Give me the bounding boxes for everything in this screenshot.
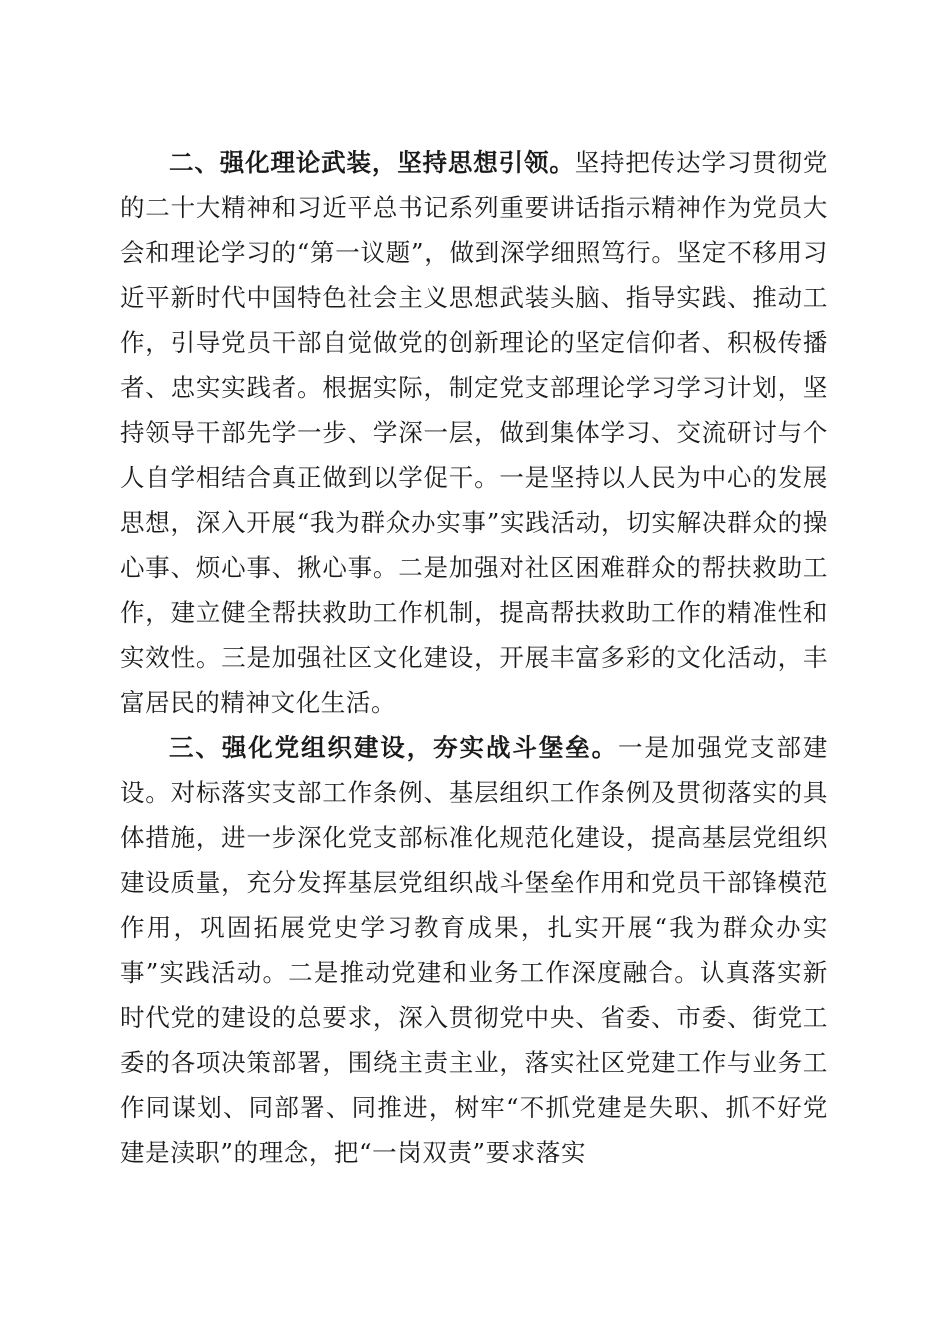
section-heading-two: 二、强化理论武装，坚持思想引领。 xyxy=(169,148,575,177)
paragraph-text: 坚持把传达学习贯彻党的二十大精神和习近平总书记系列重要讲话指示精神作为党员大会和理论学习的“第一议题”，做到深学细照笃行。坚定不移用习近平新时代中国特色社会主义思想武装头脑、指导实践、推动工作，引导党员干部自觉做党的创新理论的坚定信仰者、积极传播者、忠实实践者。根据实际，制定党支部理论学习学习计划，坚持领导干部先学一步、学深一层，做到集体学习、交流研讨与个人自学相结合真正做到以学促干。一是坚持以人民为中心的发展思想，深入开展“我为群众办实事”实践活动，切实解决群众的操心事、烦心事、揪心事。二是加强对社区困难群众的帮扶救助工作，建立健全帮扶救助工作机制，提高帮扶救助工作的精准性和实效性。三是加强社区文化建设，开展丰富多彩的文化活动，丰富居民的精神文化生活。 xyxy=(120,148,829,717)
section-heading-three: 三、强化党组织建设，夯实战斗堡垒。 xyxy=(169,733,618,762)
document-body xyxy=(120,140,828,1175)
paragraph-party-organization xyxy=(120,725,828,1175)
paragraph-theory-arming xyxy=(120,140,828,725)
paragraph-text: 一是加强党支部建设。对标落实支部工作条例、基层组织工作条例及贯彻落实的具体措施，进一步深化党支部标准化规范化建设，提高基层党组织建设质量，充分发挥基层党组织战斗堡垒作用和党员干部锋模范作用，巩固拓展党史学习教育成果，扎实开展“我为群众办实事”实践活动。二是推动党建和业务工作深度融合。认真落实新时代党的建设的总要求，深入贯彻党中央、省委、市委、街党工委的各项决策部署，围绕主责主业，落实社区党建工作与业务工作同谋划、同部署、同推进，树牢“不抓党建是失职、抓不好党建是渎职”的理念，把“一岗双责”要求落实 xyxy=(120,733,828,1167)
